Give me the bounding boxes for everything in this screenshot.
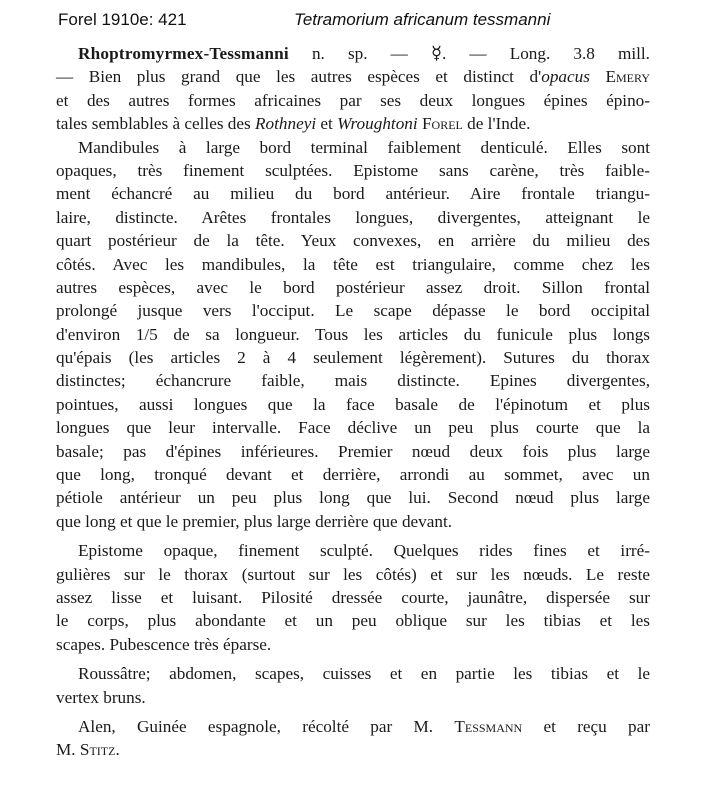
text-line: côtés. Avec les mandibules, la tête est triangulaire, comme chez les xyxy=(56,254,650,274)
text-line: Epistome opaque, finement sculpté. Quelques rides fines et irré- xyxy=(78,541,650,561)
text-line: autres espèces, avec le bord postérieur assez droit. Sillon frontal xyxy=(56,277,650,297)
taxon-rothneyi: Rothneyi xyxy=(255,114,317,134)
text-line: assez lisse et luisant. Pilosité dressée courte, jaunâtre, dispersée sur xyxy=(56,587,650,607)
species-name: Rhoptromyrmex-Tessmanni xyxy=(78,44,289,63)
text-line: gulières sur le thorax (surtout sur les côtés) et sur les nœuds. Le reste xyxy=(56,564,650,584)
paragraph-color xyxy=(56,662,650,709)
text-line: et des autres formes africaines par ses deux longues épines épino- xyxy=(56,90,650,110)
text-line: que long, tronqué devant et derrière, arrondi au sommet, avec un xyxy=(56,465,650,485)
paragraph-locality xyxy=(56,715,650,762)
text-line: opaques, très finement sculptées. Epistome sans carène, très faible- xyxy=(56,160,650,180)
author-forel: Forel xyxy=(417,114,463,134)
collector-tessmann: Tessmann xyxy=(454,716,523,736)
text-line: pointues, aussi longues que la face basale de l'épinotum et plus xyxy=(56,394,650,414)
collector-stitz: Stitz xyxy=(79,740,116,760)
text-line: pétiole antérieur un peu plus long que lui. Second nœud plus large xyxy=(56,488,650,508)
text-line: prolongé jusque vers l'occiput. Le scape dépasse le bord occipital xyxy=(56,301,650,321)
heading-dash: — xyxy=(367,44,431,63)
text-line: qu'épais (les articles 2 à 4 seulement légèrement). Sutures du thorax xyxy=(56,348,650,368)
text-line: Alen, Guinée espagnole, récolté par M. Tessmann et reçu par xyxy=(78,716,650,736)
text-line: ment échancré au milieu du bord antérieur. Aire frontale triangu- xyxy=(56,184,650,204)
text-line: laire, distincte. Arêtes frontales longues, divergentes, atteignant le xyxy=(56,207,650,227)
text-line: tales semblables à celles des Rothneyi et Wroughtoni Forel de l'Inde. xyxy=(56,114,531,134)
citation: Forel 1910e: 421 xyxy=(58,10,187,29)
text-line: le corps, plus abondante et un peu oblique sur les tibias et les xyxy=(56,611,650,631)
species-heading-line xyxy=(56,42,650,65)
text-line: M. Stitz. xyxy=(56,740,120,760)
species-length: . — Long. 3.8 mill. xyxy=(442,44,650,63)
paragraph-sculpture xyxy=(56,539,650,656)
text-line: basale; pas d'épines inférieures. Premier nœud deux fois plus large xyxy=(56,441,650,461)
text-line: — Bien plus grand que les autres espèces et distinct d'opacus Emery xyxy=(56,67,650,87)
taxon-wroughtoni: Wroughtoni xyxy=(337,114,418,134)
text-line: Mandibules à large bord terminal faiblement denticulé. Elles sont xyxy=(78,137,650,157)
text-line: que long et que le premier, plus large derrière que devant. xyxy=(56,511,453,531)
author-emery: Emery xyxy=(589,67,650,87)
species-description xyxy=(56,42,650,762)
text-line: d'environ 1/5 de sa longueur. Tous les articles du funicule plus longs xyxy=(56,324,650,344)
text-line: Roussâtre; abdomen, scapes, cuisses et en partie les tibias et le xyxy=(78,664,650,684)
taxon-opacus: opacus xyxy=(541,67,590,87)
worker-symbol: ☿ xyxy=(430,43,443,64)
text-line: vertex bruns. xyxy=(56,687,146,707)
text-line: longues que leur intervalle. Face déclive un peu plus courte que la xyxy=(56,418,650,438)
text-line: distinctes; échancrure faible, mais distincte. Epines divergentes, xyxy=(56,371,650,391)
taxon-title: Tetramorium africanum tessmanni xyxy=(294,10,551,29)
text-line: scapes. Pubescence très éparse. xyxy=(56,634,272,654)
page-header xyxy=(58,10,692,34)
species-status: n. sp. xyxy=(288,44,368,63)
text-line: quart postérieur de la tête. Yeux convexes, en arrière du milieu des xyxy=(56,231,650,251)
paragraph-morphology xyxy=(56,136,650,534)
